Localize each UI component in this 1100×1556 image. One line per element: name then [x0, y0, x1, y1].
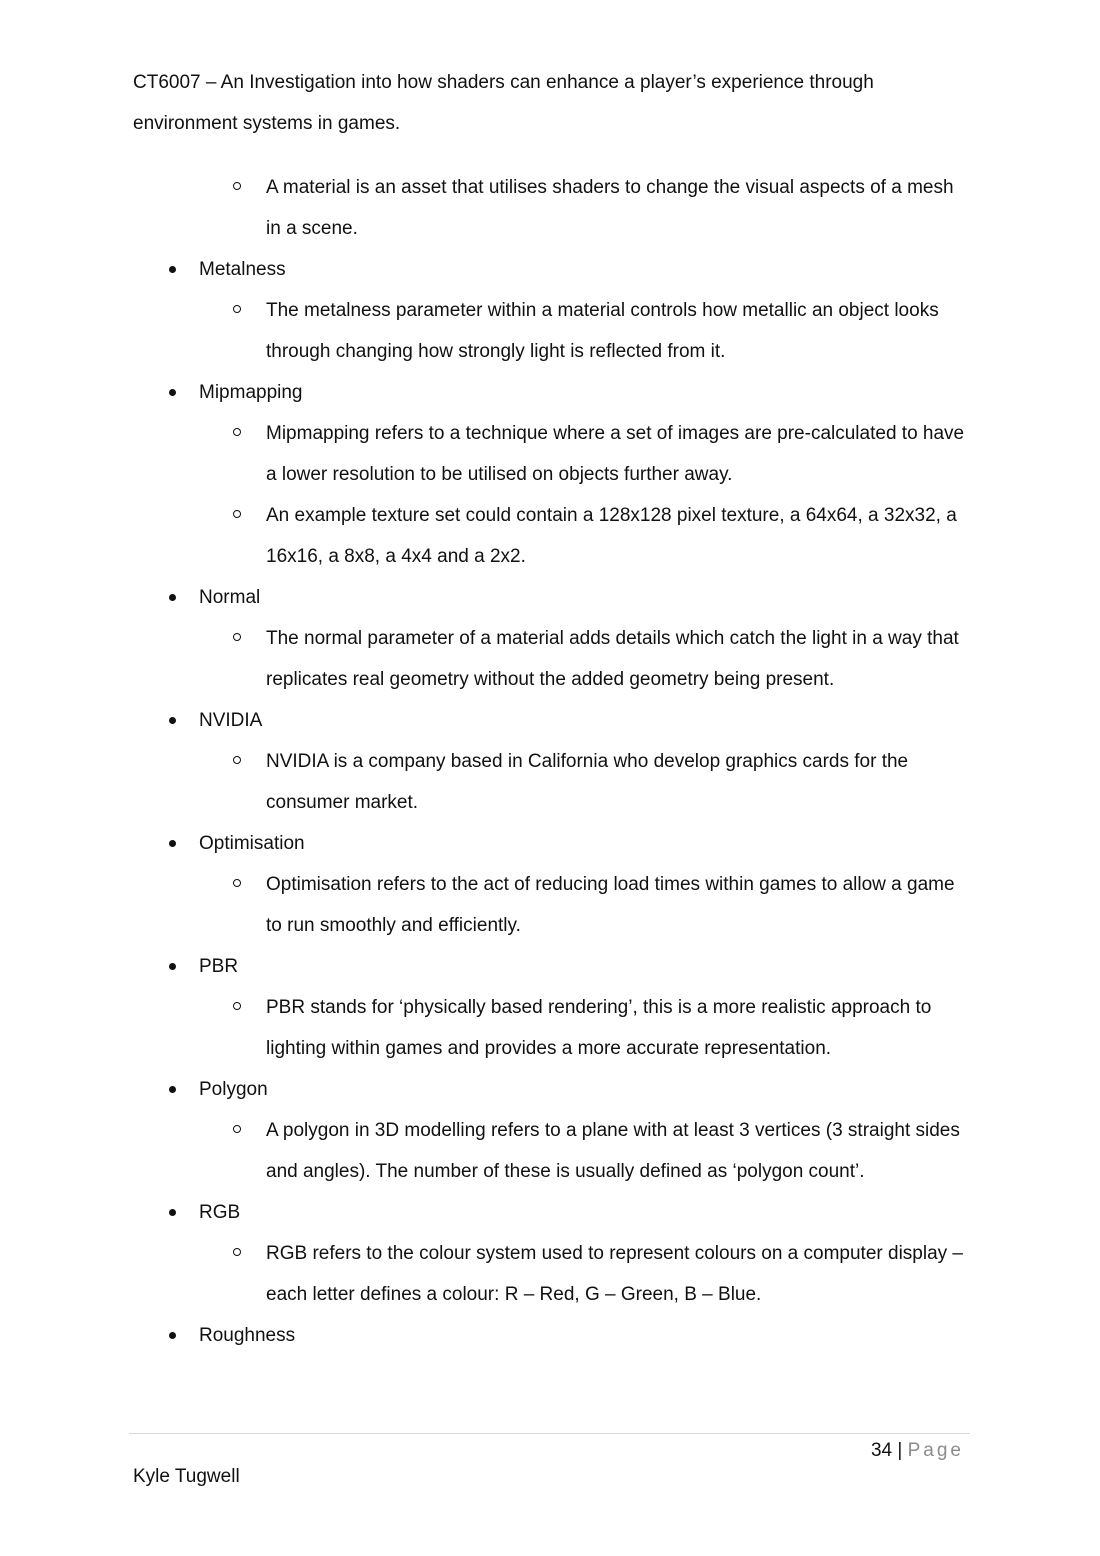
- bullet-icon: [169, 266, 176, 273]
- bullet-icon: [169, 594, 176, 601]
- hollow-bullet-icon: [233, 1125, 241, 1133]
- footer-divider: [129, 1433, 970, 1434]
- glossary-term: [199, 700, 1100, 741]
- hollow-bullet-icon: [233, 305, 241, 313]
- glossary-definition: [266, 167, 966, 249]
- glossary-term: [199, 946, 1100, 987]
- glossary-definition: [266, 1110, 966, 1192]
- glossary-definition-text: A material is an asset that utilises shaders to change the visual aspects of a mesh in a scene.: [266, 177, 954, 239]
- page-label: Page: [907, 1440, 964, 1461]
- glossary-term-label: Mipmapping: [199, 382, 303, 403]
- glossary-definition: [266, 495, 966, 577]
- glossary-definition: [266, 987, 966, 1069]
- hollow-bullet-icon: [233, 428, 241, 436]
- glossary-definition-text: The normal parameter of a material adds details which catch the light in a way that replicates real geometry without the added geometry being present.: [266, 628, 959, 690]
- glossary-definition-text: PBR stands for ‘physically based rendering’, this is a more realistic approach to lighting within games and provides a more accurate representation.: [266, 997, 932, 1059]
- bullet-icon: [169, 389, 176, 396]
- page-number: [871, 1437, 964, 1465]
- glossary-list: [0, 167, 1100, 1356]
- hollow-bullet-icon: [233, 510, 241, 518]
- glossary-term: [199, 1069, 1100, 1110]
- glossary-term-label: Roughness: [199, 1325, 296, 1346]
- glossary-definition-text: A polygon in 3D modelling refers to a plane with at least 3 vertices (3 straight sides and angles). The number of these is usually defined as ‘polygon count’.: [266, 1120, 960, 1182]
- document-header: [133, 62, 963, 144]
- glossary-definition-text: The metalness parameter within a material controls how metallic an object looks through changing how strongly light is reflected from it.: [266, 300, 939, 362]
- glossary-term: [199, 1192, 1100, 1233]
- glossary-definition-text: RGB refers to the colour system used to represent colours on a computer display – each letter defines a colour: R – Red, G – Green, B – Blue.: [266, 1243, 963, 1305]
- glossary-term-label: PBR: [199, 956, 239, 977]
- glossary-term-label: Normal: [199, 587, 261, 608]
- glossary-term-label: Metalness: [199, 259, 286, 280]
- glossary-term-label: NVIDIA: [199, 710, 263, 731]
- bullet-icon: [169, 1209, 176, 1216]
- header-line-1: CT6007 – An Investigation into how shaders can enhance a player’s experience through: [133, 72, 874, 93]
- hollow-bullet-icon: [233, 756, 241, 764]
- glossary-definition: [266, 864, 966, 946]
- hollow-bullet-icon: [233, 633, 241, 641]
- glossary-term-label: Polygon: [199, 1079, 268, 1100]
- page-number-value: 34: [870, 1440, 893, 1461]
- glossary-definition: [266, 741, 966, 823]
- hollow-bullet-icon: [233, 879, 241, 887]
- glossary-term: [199, 577, 1100, 618]
- glossary-definition: [266, 290, 966, 372]
- author-name: Kyle Tugwell: [133, 1466, 240, 1487]
- bullet-icon: [169, 840, 176, 847]
- glossary-definition: [266, 1233, 966, 1315]
- hollow-bullet-icon: [233, 182, 241, 190]
- glossary-term: [199, 823, 1100, 864]
- glossary-definition-text: An example texture set could contain a 128x128 pixel texture, a 64x64, a 32x32, a 16x16, a 8x8, a 4x4 and a 2x2.: [266, 505, 957, 567]
- page-number-separator: |: [897, 1440, 903, 1461]
- glossary-term: [199, 372, 1100, 413]
- hollow-bullet-icon: [233, 1002, 241, 1010]
- glossary-definition-text: NVIDIA is a company based in California who develop graphics cards for the consumer market.: [266, 751, 909, 813]
- header-line-2: environment systems in games.: [133, 113, 401, 134]
- glossary-definition-text: Mipmapping refers to a technique where a set of images are pre-calculated to have a lower resolution to be utilised on objects further away.: [266, 423, 965, 485]
- glossary-definition: [266, 413, 966, 495]
- glossary-term-label: Optimisation: [199, 833, 305, 854]
- glossary-term: [199, 249, 1100, 290]
- glossary-term: [199, 1315, 1100, 1356]
- glossary-term-label: RGB: [199, 1202, 241, 1223]
- bullet-icon: [169, 717, 176, 724]
- bullet-icon: [169, 1332, 176, 1339]
- glossary-definition-text: Optimisation refers to the act of reducing load times within games to allow a game to run smoothly and efficiently.: [266, 874, 955, 936]
- glossary-definition: [266, 618, 966, 700]
- bullet-icon: [169, 1086, 176, 1093]
- hollow-bullet-icon: [233, 1248, 241, 1256]
- bullet-icon: [169, 963, 176, 970]
